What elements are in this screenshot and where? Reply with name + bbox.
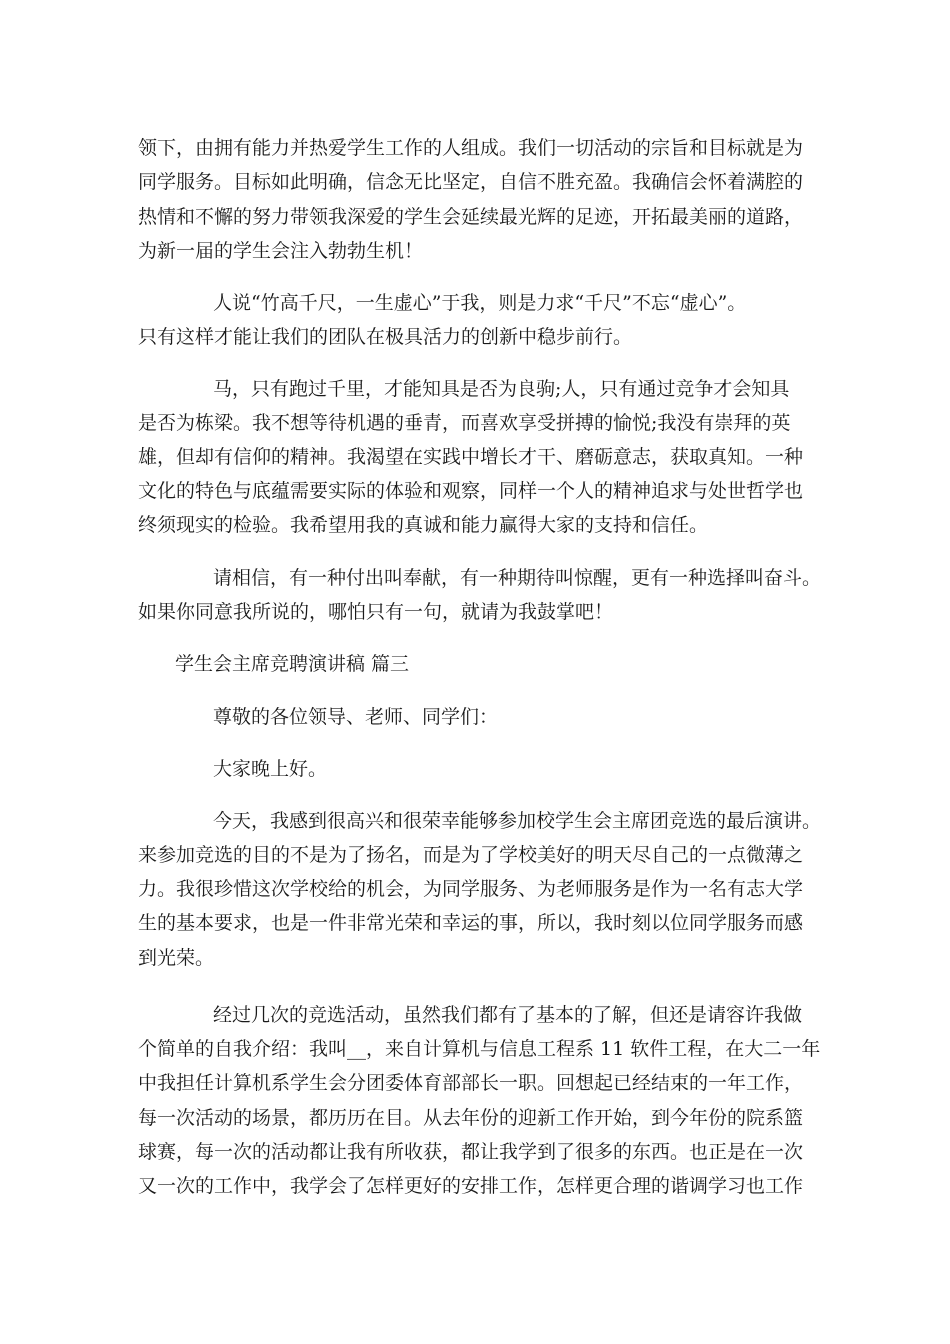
paragraph-first-line: 马，只有跑过千里，才能知具是否为良驹;人，只有通过竞争才会知具: [213, 378, 790, 400]
text-line: 文化的特色与底蕴需要实际的体验和观察，同样一个人的精神追求与处世哲学也: [138, 480, 804, 502]
text-line: 只有这样才能让我们的团队在极具活力的创新中稳步前行。: [138, 326, 633, 348]
text-line: 终须现实的检验。我希望用我的真诚和能力赢得大家的支持和信任。: [138, 514, 709, 536]
paragraph-first-line: 今天，我感到很高兴和很荣幸能够参加校学生会主席团竞选的最后演讲。: [213, 810, 822, 832]
paragraph-first-line: 请相信，有一种付出叫奉献，有一种期待叫惊醒，更有一种选择叫奋斗。: [213, 567, 822, 589]
text-line: 是否为栋梁。我不想等待机遇的垂青，而喜欢享受拼搏的愉悦;我没有崇拜的英: [138, 412, 791, 434]
text-line: 如果你同意我所说的，哪怕只有一句，就请为我鼓掌吧！: [138, 601, 614, 623]
paragraph-first-line: 人说“竹高千尺，一生虚心”于我，则是力求“千尺”不忘“虚心”。: [213, 292, 747, 314]
text-line: 来参加竞选的目的不是为了扬名，而是为了学校美好的明天尽自己的一点微薄之: [138, 844, 804, 866]
text-line: 生的基本要求，也是一件非常光荣和幸运的事，所以，我时刻以位同学服务而感: [138, 912, 804, 934]
text-line: 又一次的工作中，我学会了怎样更好的安排工作，怎样更合理的谐调学习也工作: [138, 1175, 804, 1197]
greeting: 大家晚上好。: [213, 758, 328, 780]
salutation: 尊敬的各位领导、老师、同学们：: [213, 706, 499, 728]
text-line: 同学服务。目标如此明确，信念无比坚定，自信不胜充盈。我确信会怀着满腔的: [138, 171, 804, 193]
text-line: 为新一届的学生会注入勃勃生机！: [138, 240, 424, 262]
text-line: 每一次活动的场景，都历历在目。从去年份的迎新工作开始，到今年份的院系篮: [138, 1107, 804, 1129]
text-line: 力。我很珍惜这次学校给的机会，为同学服务、为老师服务是作为一名有志大学: [138, 878, 804, 900]
text-line: 中我担任计算机系学生会分团委体育部部长一职。回想起已经结束的一年工作，: [138, 1072, 804, 1094]
text-line: 热情和不懈的努力带领我深爱的学生会延续最光辉的足迹，开拓最美丽的道路，: [138, 206, 804, 228]
text-line: 到光荣。: [138, 947, 215, 969]
text-line: 领下，由拥有能力并热爱学生工作的人组成。我们一切活动的宗旨和目标就是为: [138, 137, 804, 159]
text-line: 个简单的自我介绍：我叫__，来自计算机与信息工程系 11 软件工程，在大二一年: [138, 1038, 821, 1060]
text-line: 球赛，每一次的活动都让我有所收获，都让我学到了很多的东西。也正是在一次: [138, 1141, 804, 1163]
text-line: 雄，但却有信仰的精神。我渴望在实践中增长才干、磨砺意志，获取真知。一种: [138, 446, 804, 468]
section-heading: 学生会主席竞聘演讲稿 篇三: [175, 653, 410, 675]
paragraph-first-line: 经过几次的竞选活动，虽然我们都有了基本的了解，但还是请容许我做: [213, 1004, 803, 1026]
